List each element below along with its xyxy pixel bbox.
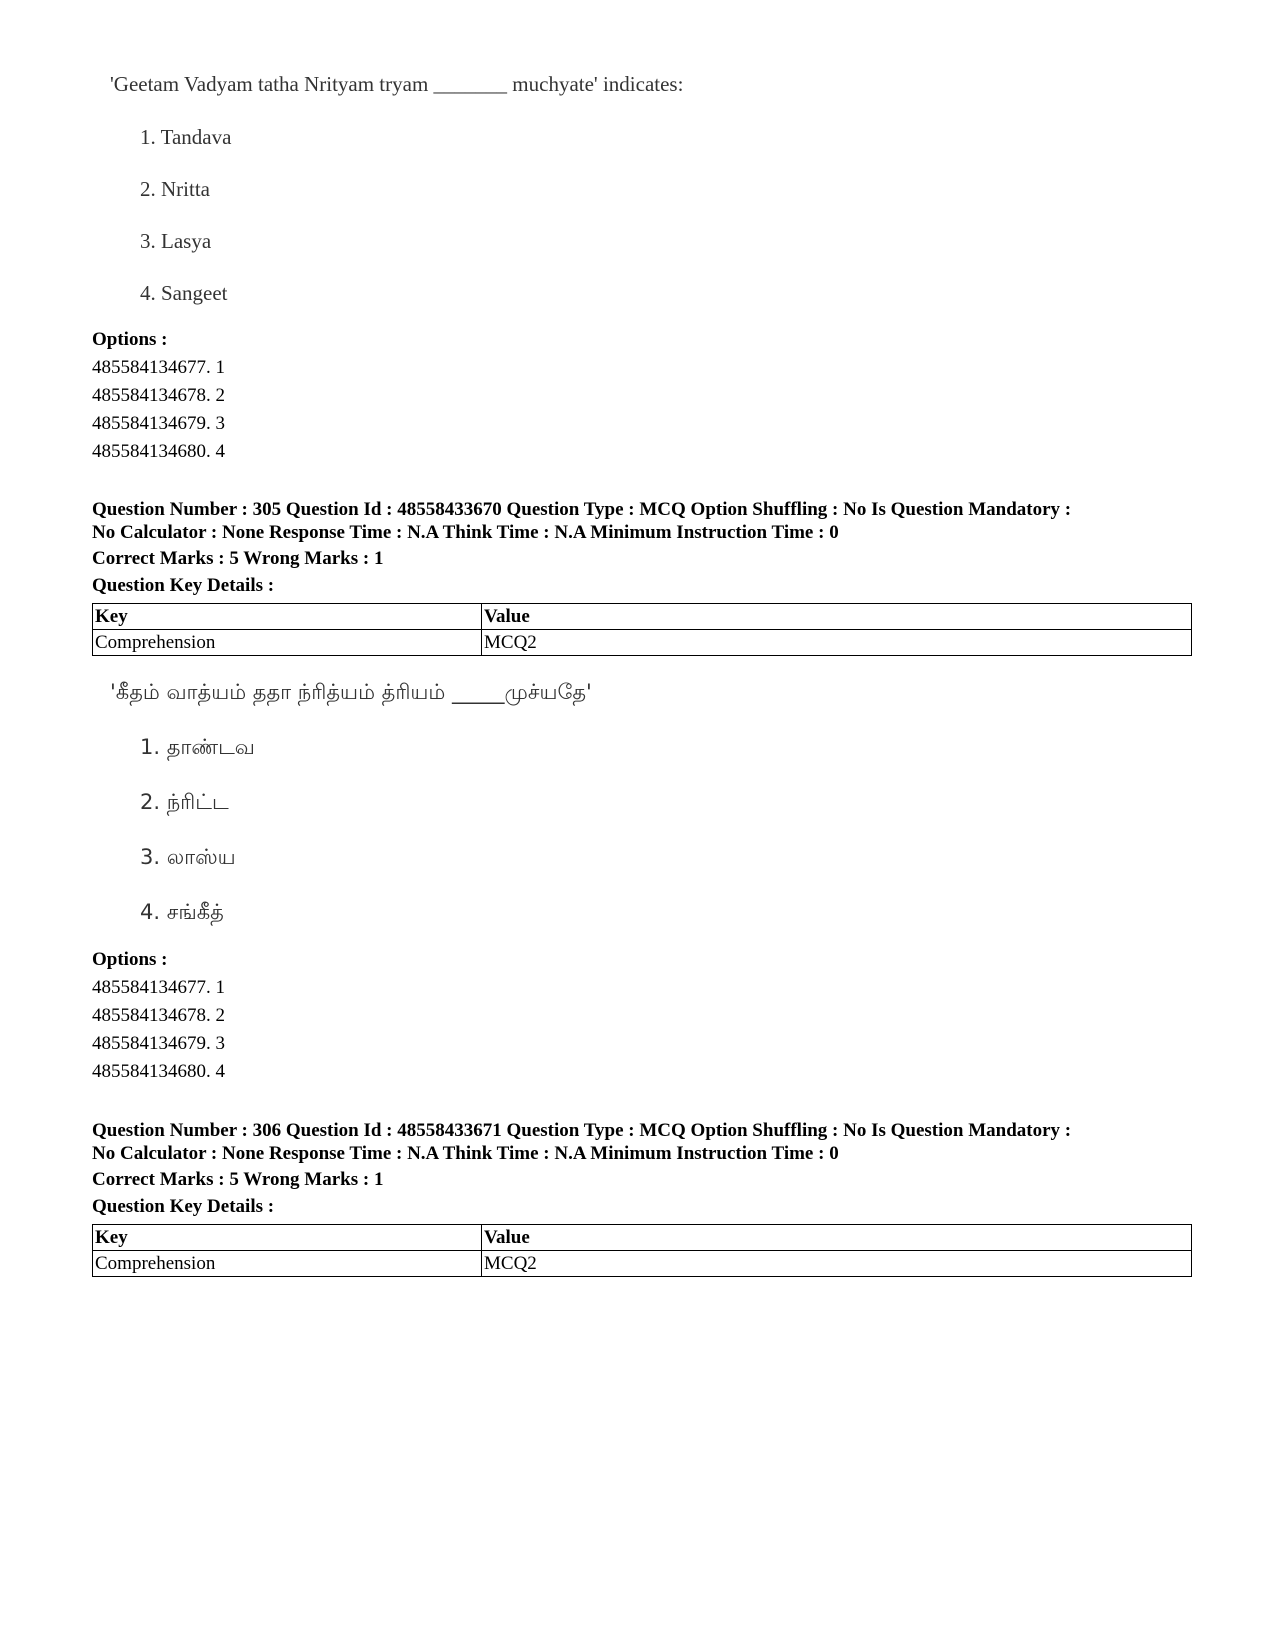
option-item: 485584134679. 3	[92, 1033, 225, 1054]
table-header-value: Value	[482, 1225, 1192, 1251]
marks-306: Correct Marks : 5 Wrong Marks : 1	[92, 1169, 384, 1190]
table-cell-key: Comprehension	[93, 1251, 482, 1277]
question-meta-306	[92, 1119, 1192, 1165]
table-cell-key: Comprehension	[93, 630, 482, 656]
question-stem: 'Geetam Vadyam tatha Nrityam tryam _______ muchyate' indicates:	[110, 72, 684, 96]
option-item: 485584134677. 1	[92, 357, 225, 378]
options-list	[92, 326, 225, 466]
choice-item: 4. சங்கீத்	[140, 900, 224, 924]
table-header-key: Key	[93, 604, 482, 630]
key-details-header-305: Question Key Details :	[92, 575, 275, 596]
question-image-tamil	[110, 680, 592, 924]
choice-item: 1. தாண்டவ	[140, 735, 255, 759]
table-cell-value: MCQ2	[482, 630, 1192, 656]
meta-line: Question Number : 305 Question Id : 48558433670 Question Type : MCQ Option Shuffling : No Is Question Mandatory :	[92, 499, 1072, 520]
key-value-table-305	[92, 603, 1192, 656]
options-header: Options :	[92, 329, 168, 350]
option-item: 485584134678. 2	[92, 1005, 225, 1026]
choice-item: 3. லாஸ்ய	[140, 845, 236, 869]
meta-line: No Calculator : None Response Time : N.A Think Time : N.A Minimum Instruction Time : 0	[92, 522, 839, 543]
question-meta-305	[92, 498, 1192, 544]
option-item: 485584134678. 2	[92, 385, 225, 406]
choice-item: 3. Lasya	[140, 229, 212, 253]
choice-item: 2. ந்ரிட்ட	[140, 790, 229, 814]
option-item: 485584134679. 3	[92, 413, 225, 434]
options-list	[92, 946, 225, 1086]
option-item: 485584134680. 4	[92, 441, 225, 462]
options-header: Options :	[92, 949, 168, 970]
option-item: 485584134677. 1	[92, 977, 225, 998]
table-header-value: Value	[482, 604, 1192, 630]
choice-item: 1. Tandava	[140, 125, 232, 149]
table-header-key: Key	[93, 1225, 482, 1251]
choice-item: 4. Sangeet	[140, 281, 228, 305]
choice-item: 2. Nritta	[140, 177, 210, 201]
key-value-table-306	[92, 1224, 1192, 1277]
meta-line: No Calculator : None Response Time : N.A Think Time : N.A Minimum Instruction Time : 0	[92, 1143, 839, 1164]
table-cell-value: MCQ2	[482, 1251, 1192, 1277]
key-details-header-306: Question Key Details :	[92, 1196, 275, 1217]
question-image-english	[110, 72, 684, 305]
marks-305: Correct Marks : 5 Wrong Marks : 1	[92, 548, 384, 569]
option-item: 485584134680. 4	[92, 1061, 225, 1082]
meta-line: Question Number : 306 Question Id : 48558433671 Question Type : MCQ Option Shuffling : No Is Question Mandatory :	[92, 1120, 1072, 1141]
question-stem: 'கீதம் வாத்யம் ததா ந்ரித்யம் த்ரியம் _____முச்யதே'	[110, 680, 592, 704]
